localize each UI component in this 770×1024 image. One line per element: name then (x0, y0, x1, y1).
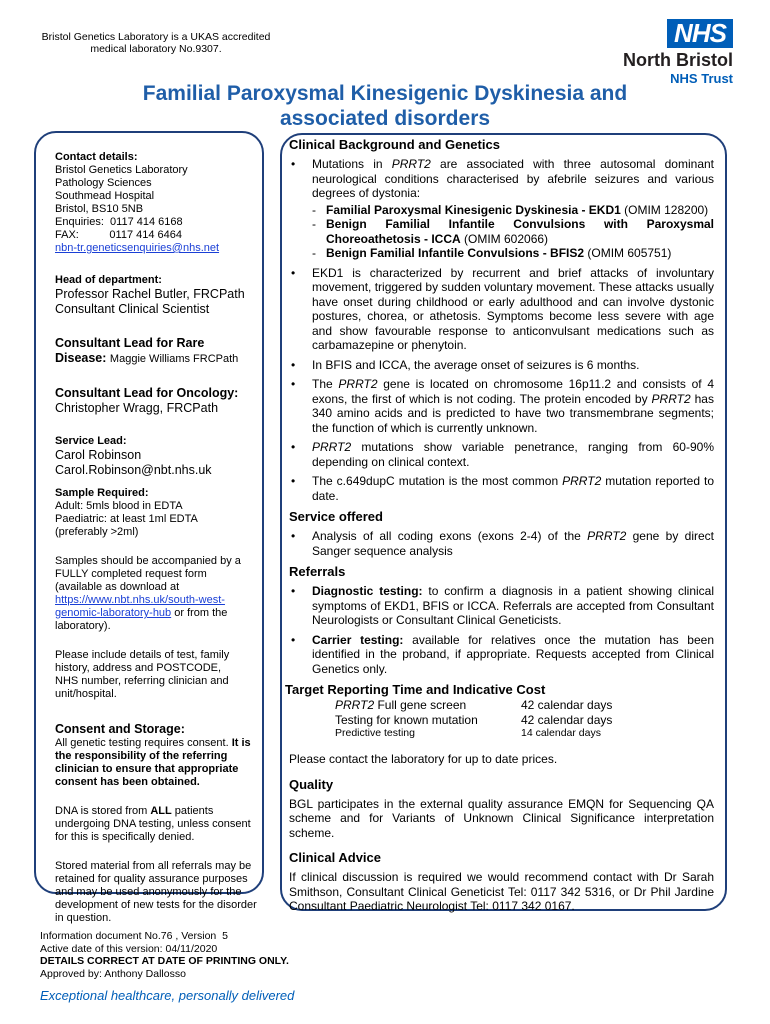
clinical-heading: Clinical Background and Genetics (289, 137, 500, 152)
head-heading: Head of department: (55, 274, 162, 286)
dna-text-pre: DNA is stored from (55, 805, 151, 817)
dna-text-all: ALL (150, 805, 172, 817)
list-item: • Mutations in PRRT2 are associated with three autosomal dominant neurological conditions characterised by afebrile seizures and various degrees of dystonia: - Familial Paroxysmal Kinesigenic Dyskinesia - EKD1 (OMIM 128200) - Benign Familial Infantile Convulsions with Paroxysmal Choreoathetosis - ICCA (OMIM 602066) - Benign Familial Infantile Convulsions - BFIS2 (OMIM 605751) (289, 157, 714, 261)
approved-by: Approved by: Anthony Dallosso (40, 967, 186, 980)
active-date: Active date of this version: 04/11/2020 (40, 942, 218, 955)
advice-heading: Clinical Advice (289, 850, 381, 865)
org-name: North Bristol (623, 50, 733, 70)
stored-material-text: Stored material from all referrals may be retained for quality assurance purposes and may be used anonymously for the development of new tests for the disorder in question. (55, 860, 257, 924)
oncology-heading: Consultant Lead for Oncology: (55, 386, 239, 400)
contact-email-link[interactable]: nbn-tr.geneticsenquiries@nhs.net (55, 242, 220, 254)
list-item: - Benign Familial Infantile Convulsions with Paroxysmal Choreoathetosis - ICCA (OMIM 602066) (312, 217, 714, 246)
list-item: • EKD1 is characterized by recurrent and brief attacks of involuntary movement, triggered by sudden voluntary movement. These attacks usually have onset during childhood or early adulthood and can involve dystonic postures, chorea, or athetosis. Symptoms become less severe with age and show favourable response to anticonvulsant medications such as carbamazepine or phenytoin. (289, 266, 714, 353)
list-item: - Familial Paroxysmal Kinesigenic Dyskinesia - EKD1 (OMIM 128200) (312, 203, 714, 218)
sample-line: Adult: 5mls blood in EDTA (55, 500, 183, 512)
list-item: • Analysis of all coding exons (exons 2-4) of the PRRT2 gene by direct Sanger sequence analysis (289, 529, 714, 558)
accreditation-line-2: medical laboratory No.9307. (90, 43, 222, 55)
accompany-line: Samples should be accompanied by a (55, 555, 241, 567)
rare-heading-cont: Disease: (55, 351, 107, 365)
doc-number: Information document No.76 , Version 5 (40, 930, 228, 942)
consent-heading: Consent and Storage: (55, 722, 185, 736)
rare-heading: Consultant Lead for Rare (55, 336, 205, 350)
quality-text: BGL participates in the external quality assurance EMQN for Sequencing QA scheme and for Variants of Unknown Clinical Significance interpretation scheme. (289, 796, 714, 840)
tat-note: Please contact the laboratory for up to date prices. (289, 752, 558, 766)
sample-heading: Sample Required: (55, 487, 149, 499)
service-lead-name: Carol Robinson (55, 448, 142, 462)
dna-text-post: patients undergoing DNA testing, unless consent for this is specifically denied. (55, 805, 251, 843)
trust-name: NHS Trust (670, 71, 733, 86)
printing-notice: DETAILS CORRECT AT DATE OF PRINTING ONLY. (40, 955, 289, 967)
table-row: PRRT2 Full gene screen 42 calendar days (335, 698, 613, 712)
service-heading: Service offered (289, 509, 383, 524)
footer (40, 930, 440, 980)
contact-line: Southmead Hospital (55, 190, 155, 202)
title-line-1: Familial Paroxysmal Kinesigenic Dyskinesia and (142, 82, 628, 105)
head-role: Consultant Clinical Scientist (55, 302, 210, 316)
tagline: Exceptional healthcare, personally delivered (40, 988, 295, 1003)
gene-name: PRRT2 (562, 474, 602, 488)
table-row: Testing for known mutation 42 calendar days (335, 712, 613, 727)
service-lead-heading: Service Lead: (55, 435, 127, 447)
include-line: history, address and POSTCODE, (55, 662, 222, 674)
service-list (289, 529, 714, 558)
list-item: • Carrier testing: available for relatives once the mutation has been identified in the proband, if appropriate. Requests accepted from Clinical Genetics only. (289, 633, 714, 677)
list-item: - Benign Familial Infantile Convulsions - BFIS2 (OMIM 605751) (312, 246, 714, 261)
oncology-lead-name: Christopher Wragg, FRCPath (55, 401, 219, 415)
table-row: Predictive testing 14 calendar days (335, 727, 601, 739)
head-name: Professor Rachel Butler, FRCPath (55, 287, 245, 301)
accreditation-line-1: Bristol Genetics Laboratory is a UKAS accredited (41, 31, 271, 43)
contact-line: Bristol, BS10 5NB (55, 203, 144, 215)
request-form-link-cont[interactable]: genomic-laboratory-hub (55, 607, 172, 619)
page-title (95, 81, 675, 131)
consent-text: All genetic testing requires consent. (55, 737, 232, 749)
referrals-heading: Referrals (289, 564, 346, 579)
accompany-after-link: or from the (171, 607, 228, 619)
enquiries-phone: Enquiries: 0117 414 6168 (55, 216, 183, 228)
accompany-line: (available as download at (55, 581, 180, 593)
list-item: • The PRRT2 gene is located on chromosome 16p11.2 and consists of 4 exons, the first of which is not coding. The protein encoded by PRRT2 has 340 amino acids and is predicted to have two transmembrane segments; the function of which is currently unknown. (289, 377, 714, 435)
tat-heading: Target Reporting Time and Indicative Cost (285, 682, 546, 697)
rare-lead-name: Maggie Williams FRCPath (109, 353, 239, 365)
sample-line: (preferably >2ml) (55, 526, 139, 538)
referrals-list (289, 584, 714, 676)
condition-list (312, 203, 714, 261)
clinical-list (289, 157, 714, 503)
list-item: • Diagnostic testing: to confirm a diagnosis in a patient showing clinical symptoms of EKD1, BFIS or ICCA. Referrals are accepted from Consultant Neurologists or Consultant Clinical Geneticists. (289, 584, 714, 628)
service-lead-email: Carol.Robinson@nbt.nhs.uk (55, 463, 212, 477)
contact-line: Bristol Genetics Laboratory (55, 164, 188, 176)
left-sidebar (55, 151, 260, 925)
tat-table (335, 698, 612, 740)
gene-name: PRRT2 (338, 377, 378, 391)
accreditation-note (40, 31, 272, 55)
include-line: NHS number, referring clinician and (55, 675, 229, 687)
contact-line: Pathology Sciences (55, 177, 152, 189)
nhs-logo: NHS (667, 19, 733, 48)
sample-line: Paediatric: at least 1ml EDTA (55, 513, 198, 525)
contact-heading: Contact details: (55, 151, 138, 163)
list-item: • The c.649dupC mutation is the most common PRRT2 mutation reported to date. (289, 474, 714, 503)
consent-responsibility: It is the responsibility of the referring clinician to ensure that appropriate consent has been obtained. (55, 737, 251, 788)
accompany-line: FULLY completed request form (55, 568, 207, 580)
gene-name: PRRT2 (651, 391, 691, 406)
include-line: Please include details of test, family (55, 649, 230, 661)
accompany-last: laboratory). (55, 620, 111, 632)
gene-name: PRRT2 (335, 698, 375, 712)
quality-heading: Quality (289, 776, 334, 792)
include-line: unit/hospital. (55, 688, 117, 700)
gene-name: PRRT2 (587, 529, 627, 543)
gene-name: PRRT2 (312, 440, 352, 454)
fax-number: FAX: 0117 414 6464 (55, 229, 182, 241)
gene-name: PRRT2 (391, 157, 431, 171)
request-form-link[interactable]: https://www.nbt.nhs.uk/south-west- (55, 594, 225, 606)
list-item: • PRRT2 mutations show variable penetrance, ranging from 60-90% depending on clinical context. (289, 440, 714, 469)
advice-text: If clinical discussion is required we would recommend contact with Dr Sarah Smithson, Consultant Clinical Geneticist Tel: 0117 342 5316, or Dr Phil Jardine Consultant Paediatric Neurologist Tel: 0117 342 0167. (289, 870, 714, 913)
title-line-2: associated disorders (279, 107, 491, 130)
main-content (285, 136, 715, 914)
list-item: • In BFIS and ICCA, the average onset of seizures is 6 months. (289, 358, 714, 373)
